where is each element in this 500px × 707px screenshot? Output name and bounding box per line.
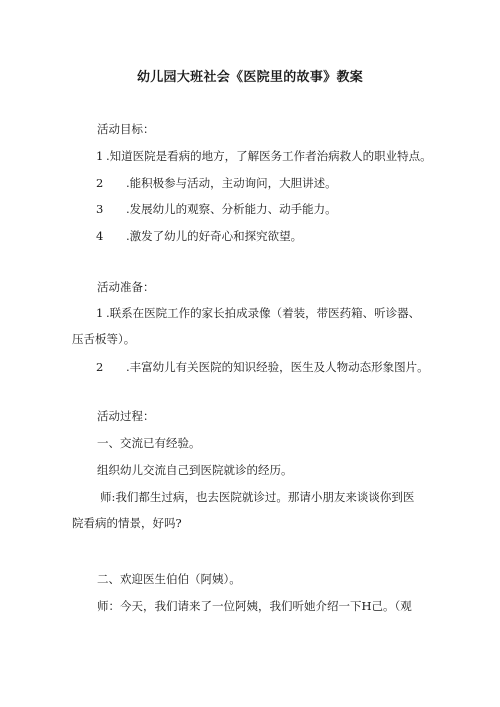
document-title: 幼儿园大班社会《医院里的故事》教案 xyxy=(136,70,364,85)
goal-1-text: .知道医院是看病的地方，了解医务工作者治病救人的职业特点。 xyxy=(106,149,432,163)
prep-1-text: .联系在医院工作的家长拍成录像（着装，带医药箱、听诊器、压舌板等）。 xyxy=(72,306,421,346)
prep-2-number: 2 xyxy=(96,360,104,374)
process-step-2: 二、欢迎医生伯伯（阿姨）。 xyxy=(97,572,241,586)
process-step-1: 一、交流已有经验。 xyxy=(97,436,201,450)
goal-3-number: 3 xyxy=(96,202,104,216)
goal-4-text: .激发了幼儿的好奇心和探究欲望。 xyxy=(126,229,303,243)
goal-1-number: 1 xyxy=(96,149,104,163)
prep-heading: 活动准备： xyxy=(97,280,155,294)
process-step-1-para-2: 师:我们都生过病，也去医院就诊过。那请小朋友来谈谈你到医院看病的情景，好吗? xyxy=(72,490,415,530)
goal-2-number: 2 xyxy=(96,176,104,190)
prep-1-number: 1 xyxy=(96,306,104,320)
goal-2-text: .能积极参与活动，主动询问，大胆讲述。 xyxy=(126,176,337,190)
goal-3-text: .发展幼儿的观察、分析能力、动手能力。 xyxy=(126,202,337,216)
goal-4-number: 4 xyxy=(96,229,104,243)
process-step-1-para-1: 组织幼儿交流自己到医院就诊的经历。 xyxy=(97,463,293,477)
goals-heading: 活动目标： xyxy=(97,122,155,136)
process-heading: 活动过程： xyxy=(97,409,155,423)
process-step-2-para-1: 师：今天，我们请来了一位阿姨，我们听她介绍一下H己。（观 xyxy=(97,599,412,613)
prep-2-text: .丰富幼儿有关医院的知识经验，医生及人物动态形象图片。 xyxy=(126,360,429,374)
